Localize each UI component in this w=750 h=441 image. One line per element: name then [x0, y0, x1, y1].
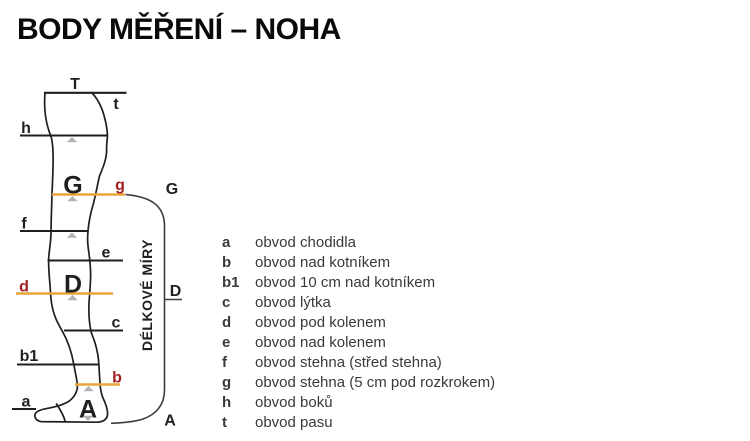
label-a: a: [21, 393, 31, 411]
legend-label: obvod stehna (5 cm pod rozkrokem): [255, 374, 496, 391]
marker-triangle-b: [83, 386, 93, 391]
marker-triangle-f: [67, 233, 77, 238]
page-title: BODY MĚŘENÍ – NOHA: [17, 13, 341, 46]
legend-label: obvod nad kolenem: [255, 334, 386, 351]
axis-label-G: G: [165, 181, 179, 198]
legend-row: [222, 413, 495, 433]
legend-key: a: [222, 234, 231, 251]
legend-key: g: [222, 374, 232, 391]
measurement-legend: [222, 233, 495, 433]
axis-label-A: A: [164, 412, 176, 430]
legend-row: [222, 293, 495, 313]
legend-row: [222, 273, 495, 293]
legend-key: d: [222, 314, 232, 331]
marker-triangle-h: [67, 137, 77, 142]
length-measures-bracket: [111, 195, 165, 424]
legend-key: b1: [222, 274, 240, 291]
legend-row: [222, 313, 495, 333]
leg-outline: [35, 93, 108, 422]
legend-label: obvod 10 cm nad kotníkem: [255, 274, 436, 291]
leg-label-D: D: [63, 270, 83, 299]
label-t: t: [113, 96, 119, 113]
label-f: f: [21, 215, 27, 233]
legend-label: obvod pod kolenem: [255, 314, 386, 331]
legend-row: [222, 353, 495, 373]
legend-label: obvod stehna (střed stehna): [255, 354, 442, 371]
label-b: b: [112, 369, 122, 387]
label-e: e: [101, 244, 111, 262]
legend-label: obvod pasu: [255, 414, 333, 431]
leg-label-G: G: [63, 171, 83, 200]
legend-key: e: [222, 334, 231, 351]
legend-row: [222, 233, 495, 253]
label-T: T: [70, 76, 80, 93]
label-g: g: [115, 177, 125, 194]
legend-label: obvod boků: [255, 394, 333, 411]
legend-key: t: [222, 414, 227, 431]
label-h: h: [21, 120, 31, 137]
legend-row: [222, 253, 495, 273]
label-d: d: [19, 278, 29, 296]
leg-label-A: A: [78, 395, 98, 424]
legend-key: b: [222, 254, 232, 271]
legend-label: obvod lýtka: [255, 294, 331, 311]
toe-cap-line: [57, 404, 66, 422]
legend-row: [222, 373, 495, 393]
legend-label: obvod nad kotníkem: [255, 254, 391, 271]
legend-key: f: [222, 354, 227, 371]
legend-row: [222, 333, 495, 353]
label-c: c: [111, 314, 121, 332]
legend-key: c: [222, 294, 231, 311]
legend-key: h: [222, 394, 232, 411]
label-b1: b1: [19, 348, 39, 365]
axis-label-D: D: [169, 283, 182, 300]
legend-label: obvod chodidla: [255, 234, 356, 251]
length-measures-caption: DÉLKOVÉ MÍRY: [139, 238, 156, 352]
legend-row: [222, 393, 495, 413]
